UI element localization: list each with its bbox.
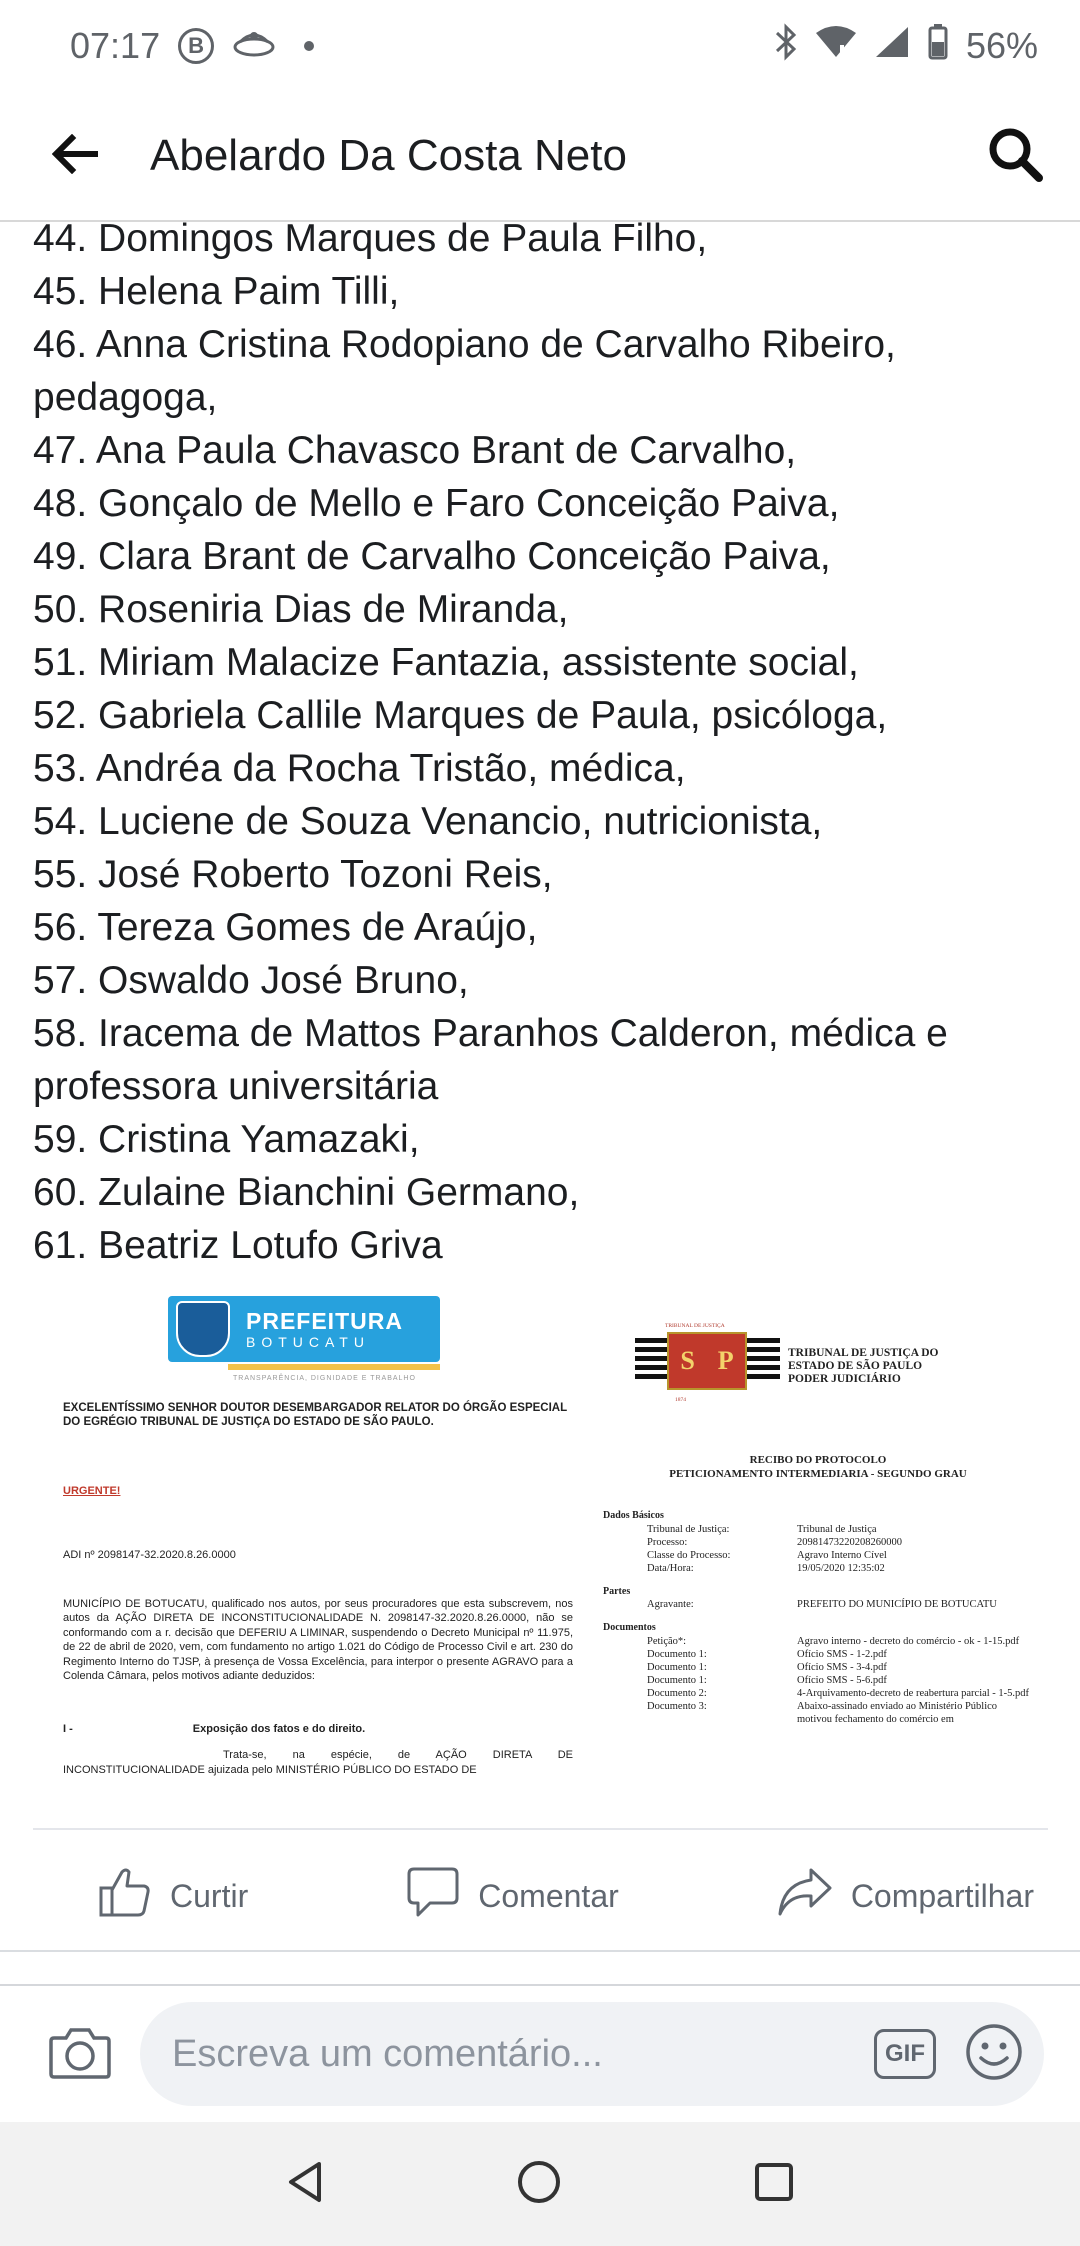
post-line: 56. Tereza Gomes de Araújo, [33,906,538,949]
receipt-value: Agravo interno - decreto do comércio - ok - 1-15.pdf [797,1635,1020,1647]
court-name: TRIBUNAL DE JUSTIÇA DO ESTADO DE SÃO PAULO PODER JUDICIÁRIO [788,1346,939,1385]
like-button[interactable] [98,1866,248,1926]
comment-label: Comentar [478,1877,619,1914]
post-line: 52. Gabriela Callile Marques de Paula, psicóloga, [33,694,888,737]
parties-list [633,1598,1033,1611]
receipt-key: Data/Hora: [647,1562,694,1574]
share-button[interactable] [777,1866,1034,1926]
receipt-value: Ofício SMS - 3-4.pdf [797,1661,887,1673]
receipt-key: Petição*: [647,1635,687,1647]
receipt-row [633,1648,1033,1661]
court-header [635,1323,1033,1406]
document-heading: EXCELENTÍSSIMO SENHOR DOUTOR DESEMBARGADOR RELATOR DO ÓRGÃO ESPECIAL DO EGRÉGIO TRIBUNAL DE JUSTIÇA DO ESTADO DE SÃO PAULO. [63,1401,567,1428]
camera-icon [48,2067,112,2084]
back-button[interactable] [0,91,150,221]
thumbs-up-icon [98,1866,152,1926]
receipt-key: Processo: [647,1536,688,1548]
post-line: pedagoga, [33,376,218,419]
receipt-key: Documento 1: [647,1661,707,1673]
receipt-row [633,1598,1033,1611]
status-right [774,23,1038,70]
receipt-row [633,1674,1033,1687]
logo-name: PREFEITURA [246,1308,403,1334]
section-title: Exposição dos fatos e do direito. [192,1722,366,1735]
documents-list [633,1635,1033,1726]
wifi-icon [816,25,856,68]
receipt-row [633,1523,1033,1536]
share-label: Compartilhar [850,1877,1034,1914]
status-left [70,25,314,67]
battery-percent: 56% [965,25,1038,66]
receipt-key: Documento 1: [647,1648,707,1660]
section-number: I - [63,1722,73,1735]
post-line: 53. Andréa da Rocha Tristão, médica, [33,747,686,790]
logo-slogan: TRANSPARÊNCIA, DIGNIDADE E TRABALHO [233,1375,416,1382]
triangle-back-icon [285,2191,325,2208]
post-line: 45. Helena Paim Tilli, [33,270,400,313]
receipt-title: RECIBO DO PROTOCOLO PETICIONAMENTO INTERMEDIARIA - SEGUNDO GRAU [669,1454,967,1480]
page-title: Abelardo Da Costa Neto [150,131,627,180]
comment-button[interactable] [406,1866,619,1926]
attached-document-image[interactable] [33,1286,1048,1830]
more-notifications-dot-icon [304,41,314,51]
section-heading [63,1722,573,1737]
signal-icon [874,25,910,68]
receipt-value: Ofício SMS - 5-6.pdf [797,1674,887,1686]
receipt-key: Classe do Processo: [647,1549,731,1561]
gif-button[interactable]: GIF [874,2029,936,2079]
post-line: 57. Oswaldo José Bruno, [33,959,469,1002]
post-line: 51. Miriam Malacize Fantazia, assistente social, [33,641,859,684]
receipt-row [633,1700,1033,1726]
smiley-icon [964,2069,1024,2086]
receipt-key: Documento 1: [647,1674,707,1686]
receipt-key: Tribunal de Justiça: [647,1523,730,1535]
receipt-key: Documento 2: [647,1687,707,1699]
post-line: 60. Zulaine Bianchini Germano, [33,1171,580,1214]
status-bar [0,0,1080,92]
receipt-row [633,1536,1033,1549]
basic-data-list [633,1523,1033,1575]
right-document [603,1323,1033,1726]
receipt-row [633,1549,1033,1562]
comment-bar [0,1986,1080,2122]
receipt-key: Agravante: [647,1599,694,1610]
court-emblem-icon: TRIBUNAL DE JUSTIÇA S P 1874 [635,1326,780,1406]
receipt-value: 4-Arquivamento-decreto de reabertura parcial - 1-5.pdf [797,1687,1030,1699]
status-time: 07:17 [70,25,161,66]
post-line: professora universitária [33,1065,439,1108]
parties-title: Partes [603,1585,631,1597]
system-nav-bar [0,2122,1080,2246]
basic-data-title: Dados Básicos [603,1510,664,1521]
share-arrow-icon [777,1866,833,1926]
back-arrow-icon [52,134,98,179]
receipt-value: Ofício SMS - 1-2.pdf [797,1648,887,1660]
battery-icon [928,24,948,69]
document-paragraph-2: Trata-se, na espécie, de AÇÃO DIRETA DE INCONSTITUCIONALIDADE ajuizada pelo MINISTÉRIO PÚBLICO DO ESTADO DE [63,1749,573,1776]
adi-number: ADI nº 2098147-32.2020.8.26.0000 [63,1549,236,1561]
square-recents-icon [753,2190,795,2207]
app-notification-icon [232,25,276,67]
receipt-value: 19/05/2020 12:35:02 [797,1562,885,1574]
circle-home-icon [516,2192,562,2209]
receipt-key: Documento 3: [647,1700,707,1712]
post-line: 46. Anna Cristina Rodopiano de Carvalho Ribeiro, [33,323,896,366]
post-line: 50. Roseniria Dias de Miranda, [33,588,569,631]
receipt-value: 20981473220208260000 [797,1536,902,1548]
receipt-row [633,1687,1033,1700]
receipt-value: Agravo Interno Cível [797,1549,887,1561]
receipt-value: PREFEITO DO MUNICÍPIO DE BOTUCATU [797,1599,997,1610]
emoji-button[interactable] [964,2022,1024,2087]
prefeitura-logo [168,1296,440,1362]
urgent-label: URGENTE! [63,1484,121,1497]
b-badge-icon: B [178,28,214,64]
receipt-row [633,1661,1033,1674]
post-line: 61. Beatriz Lotufo Griva [33,1224,443,1267]
document-paragraph: MUNICÍPIO DE BOTUCATU, qualificado nos autos, por seus procuradores que esta subscrevem, nos autos da AÇÃO DIRETA DE INCONSTITUCIONALIDADE N. 2098147-32.2020.8.26.0000, não se conformando com a r. decisão que DEFERIU A LIMINAR, suspendendo o Decreto Municipal nº 11.975, de 22 de abril de 2020, vem, com fundamento no artigo 1.021 do Código de Processo Civil e art. 230 do Regimento Interno do TJSP, à presença de Vossa Excelência, para interpor o presente AGRAVO para a Colenda Câmara, pelos motivos adiante deduzidos: [63,1597,573,1682]
post-text [0,212,1080,1272]
documents-title: Documentos [603,1622,656,1633]
post-line: 54. Luciene de Souza Venancio, nutricionista, [33,800,823,843]
comment-placeholder: Escreva um comentário... [172,2032,603,2075]
nav-recents-button[interactable] [753,2161,795,2208]
comment-input[interactable] [140,2002,1044,2106]
receipt-value: Tribunal de Justiça [797,1523,877,1535]
post-line: 47. Ana Paula Chavasco Brant de Carvalho, [33,429,797,472]
left-document [63,1296,573,1777]
camera-button[interactable] [48,2024,112,2085]
search-icon [987,126,1043,187]
like-label: Curtir [170,1877,249,1914]
nav-back-button[interactable] [285,2160,325,2209]
nav-home-button[interactable] [516,2159,562,2210]
post-line: 58. Iracema de Mattos Paranhos Calderon, médica e [33,1012,948,1055]
logo-city: BOTUCATU [246,1334,370,1350]
comment-bubble-icon [406,1866,460,1926]
receipt-value: Abaixo-assinado enviado ao Ministério Público motivou fechamento do comércio em [797,1700,998,1725]
post-line: 49. Clara Brant de Carvalho Conceição Paiva, [33,535,831,578]
receipt-row [633,1635,1033,1648]
bluetooth-icon [774,23,798,70]
post-line: 55. José Roberto Tozoni Reis, [33,853,553,896]
app-bar [0,92,1080,222]
city-crest-icon [176,1301,230,1357]
post-actions [0,1842,1080,1952]
receipt-row [633,1562,1033,1575]
post-line: 48. Gonçalo de Mello e Faro Conceição Paiva, [33,482,840,525]
post-line: 44. Domingos Marques de Paula Filho, [33,217,708,260]
search-button[interactable] [950,91,1080,221]
post-line: 59. Cristina Yamazaki, [33,1118,420,1161]
